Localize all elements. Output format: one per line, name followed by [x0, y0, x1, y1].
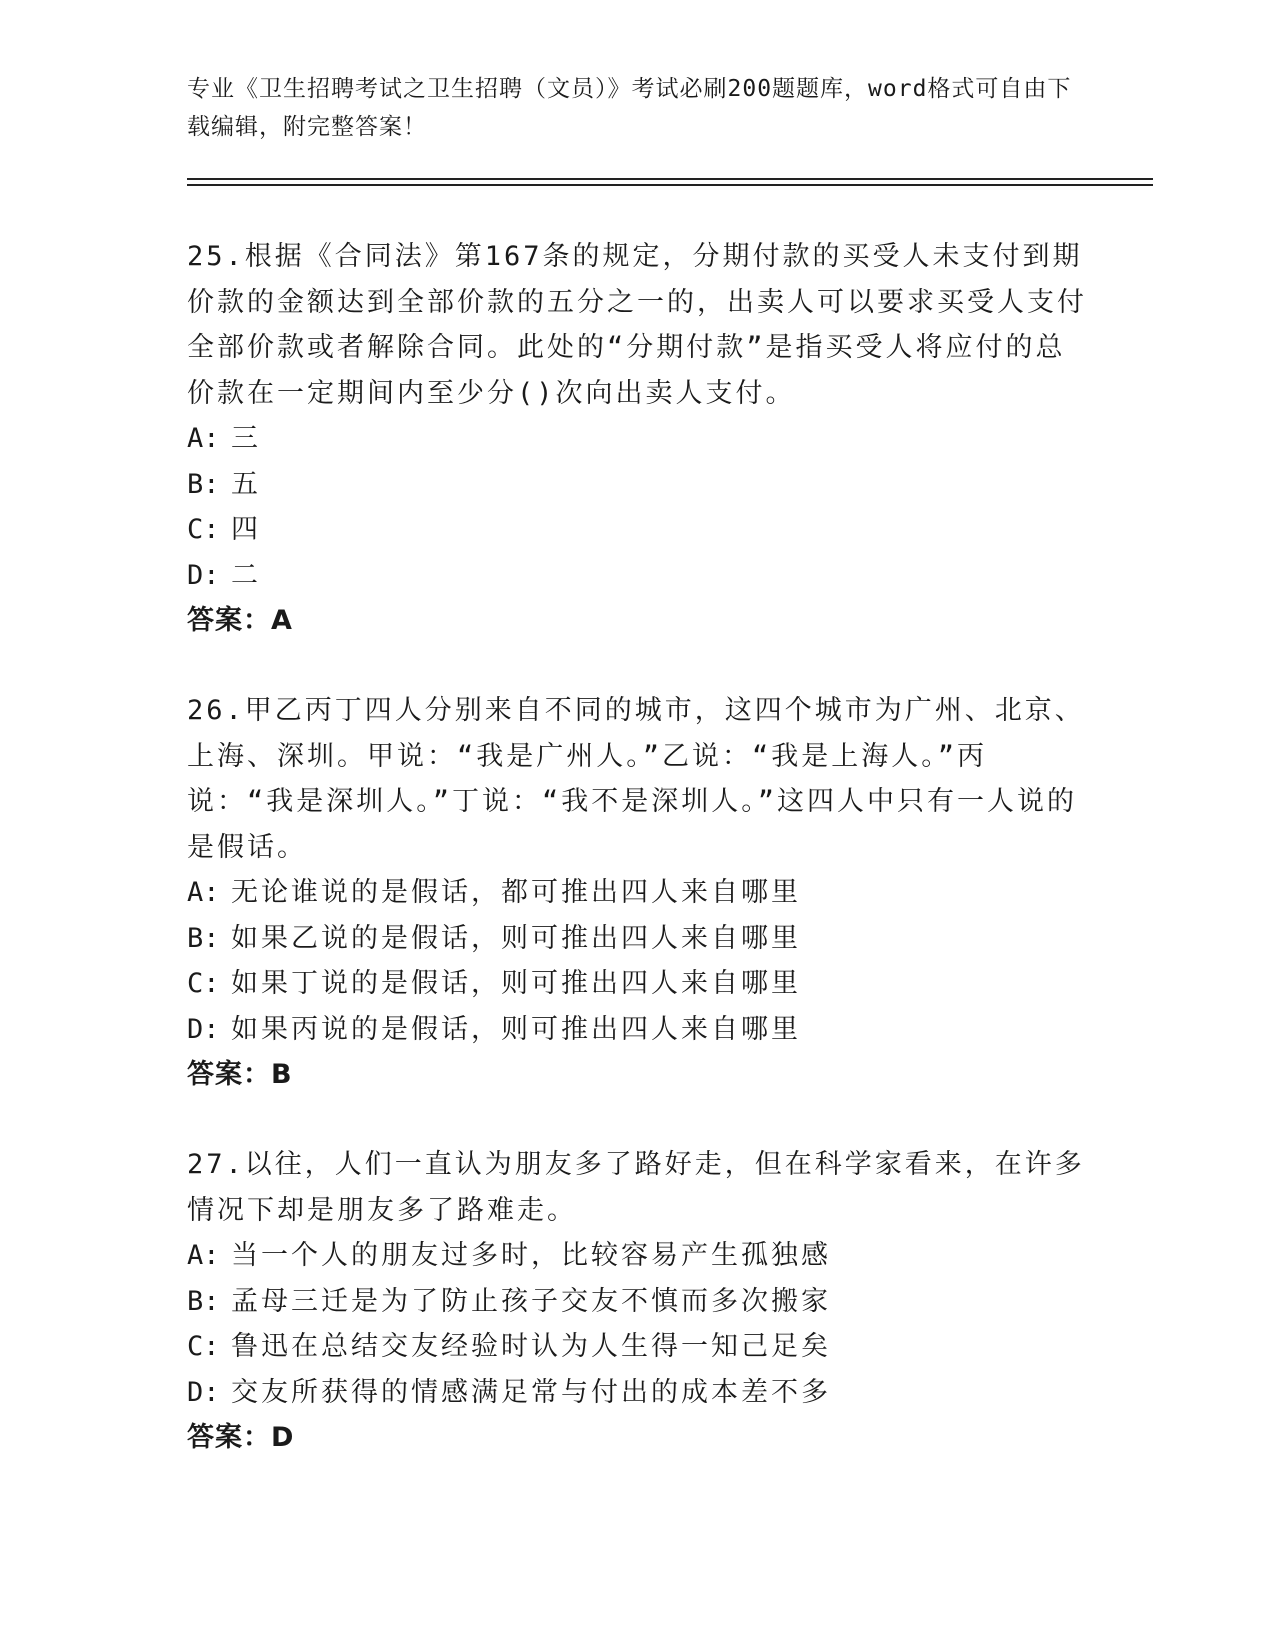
question-stem: 27.以往，人们一直认为朋友多了路好走，但在科学家看来，在许多情况下却是朋友多了路难走。 [187, 1149, 1085, 1226]
option-text: 三 [231, 423, 261, 454]
option-text: 如果丁说的是假话，则可推出四人来自哪里 [231, 968, 801, 999]
option-text: 五 [231, 468, 261, 500]
question-27 [187, 1142, 1087, 1461]
option-letter: A: [187, 877, 220, 908]
option-b [187, 916, 1087, 962]
option-b [187, 462, 1087, 508]
question-stem: 26.甲乙丙丁四人分别来自不同的城市，这四个城市为广州、北京、上海、深圳。甲说：“我是广州人。”乙说：“我是上海人。”丙说：“我是深圳人。”丁说：“我不是深圳人。”这四人中只有一人说的是假话。 [187, 695, 1085, 863]
option-text: 如果乙说的是假话，则可推出四人来自哪里 [231, 922, 801, 954]
option-letter: B: [187, 922, 220, 954]
document-header: 专业《卫生招聘考试之卫生招聘（文员）》考试必刷200题题库，word格式可自由下载编辑，附完整答案！ [187, 76, 1072, 140]
option-text: 无论谁说的是假话，都可推出四人来自哪里 [231, 877, 801, 908]
option-a [187, 1233, 1087, 1279]
answer-label: 答案：D [187, 1422, 295, 1453]
option-letter: D: [187, 1013, 220, 1045]
answer-label: 答案：B [187, 1059, 293, 1090]
option-c [187, 507, 1087, 553]
option-d [187, 1370, 1087, 1416]
option-letter: C: [187, 1331, 220, 1362]
option-a [187, 416, 1087, 462]
option-letter: B: [187, 1285, 220, 1317]
question-26 [187, 688, 1087, 1098]
option-b [187, 1279, 1087, 1325]
answer-label: 答案：A [187, 605, 293, 636]
option-text: 鲁迅在总结交友经验时认为人生得一知己足矣 [231, 1331, 831, 1362]
option-text: 当一个人的朋友过多时，比较容易产生孤独感 [231, 1240, 831, 1271]
option-letter: C: [187, 968, 220, 999]
option-d [187, 553, 1087, 599]
question-25 [187, 234, 1087, 644]
option-c [187, 961, 1087, 1007]
option-c [187, 1324, 1087, 1370]
option-text: 交友所获得的情感满足常与付出的成本差不多 [231, 1376, 831, 1408]
option-letter: A: [187, 1240, 220, 1271]
option-letter: D: [187, 559, 220, 591]
option-letter: A: [187, 423, 220, 454]
header-divider-bottom [187, 184, 1153, 186]
option-letter: B: [187, 468, 220, 500]
option-text: 孟母三迁是为了防止孩子交友不慎而多次搬家 [231, 1285, 831, 1317]
option-letter: C: [187, 514, 220, 545]
option-a [187, 870, 1087, 916]
option-letter: D: [187, 1376, 220, 1408]
option-text: 如果丙说的是假话，则可推出四人来自哪里 [231, 1013, 801, 1045]
header-divider-top [187, 178, 1153, 180]
option-text: 四 [231, 514, 261, 545]
question-stem: 25.根据《合同法》第167条的规定，分期付款的买受人未支付到期价款的金额达到全部价款的五分之一的，出卖人可以要求买受人支付全部价款或者解除合同。此处的“分期付款”是指买受人将应付的总价款在一定期间内至少分()次向出卖人支付。 [187, 241, 1087, 409]
option-text: 二 [231, 559, 261, 591]
option-d [187, 1007, 1087, 1053]
